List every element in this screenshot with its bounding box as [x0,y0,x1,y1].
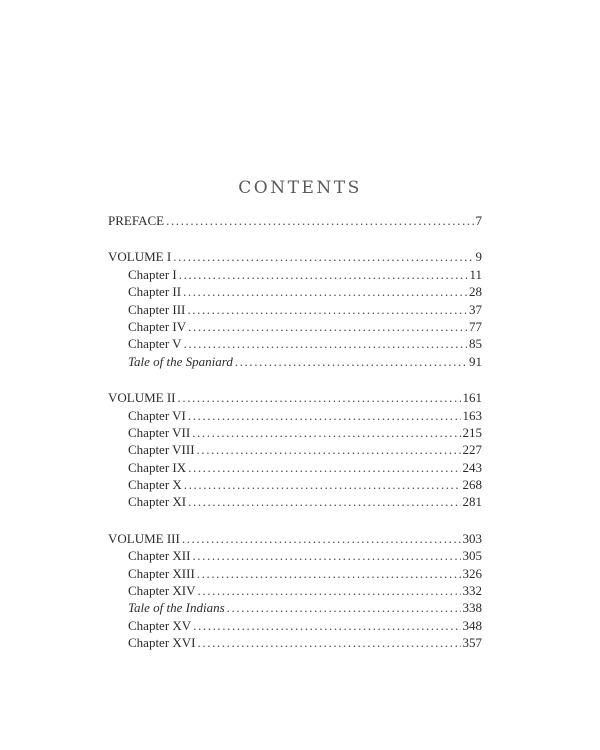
toc-entry[interactable] [108,599,482,616]
dot-leader [173,248,473,265]
toc-entry[interactable] [108,459,482,476]
dot-leader [179,266,468,283]
toc-entry-title: Chapter XI [128,494,187,510]
toc-entry-page-number: 243 [462,459,482,475]
toc-entry-page-number: 305 [462,548,482,564]
toc-entry-page-number: 9 [475,249,482,265]
toc-entry[interactable] [108,441,482,458]
dot-leader [227,599,461,616]
toc-entry[interactable] [108,353,482,370]
dot-leader [193,617,460,634]
dot-leader [235,353,467,370]
toc-entry-title: VOLUME III [108,530,180,546]
toc-entry-title: Chapter X [128,477,182,493]
table-of-contents [108,212,482,671]
toc-entry-title: Chapter IX [128,459,187,475]
toc-section [108,530,482,652]
toc-entry[interactable] [108,301,482,318]
toc-entry-page-number: 91 [469,353,482,369]
toc-entry-title: Tale of the Indians [128,600,225,616]
toc-entry-title: Chapter VII [128,424,191,440]
toc-entry[interactable] [108,493,482,510]
toc-entry-page-number: 338 [462,600,482,616]
toc-section [108,212,482,229]
toc-entry-title: Chapter XIV [128,583,196,599]
toc-entry[interactable] [108,283,482,300]
toc-entry-page-number: 28 [469,284,482,300]
toc-entry-page-number: 11 [469,266,482,282]
page-title: CONTENTS [238,178,362,198]
toc-entry-page-number: 215 [462,424,482,440]
toc-entry-title: Tale of the Spaniard [128,353,233,369]
toc-entry-page-number: 332 [462,583,482,599]
toc-entry-page-number: 77 [469,318,482,334]
dot-leader [184,476,461,493]
toc-entry-page-number: 85 [469,336,482,352]
dot-leader [197,441,461,458]
toc-entry-title: Chapter I [128,266,177,282]
toc-entry-page-number: 37 [469,301,482,317]
toc-entry-title: Chapter XVI [128,635,196,651]
toc-entry-page-number: 348 [462,617,482,633]
toc-entry[interactable] [108,407,482,424]
toc-section [108,248,482,370]
toc-entry-title: Chapter XV [128,617,192,633]
toc-entry[interactable] [108,547,482,564]
toc-entry-page-number: 357 [462,635,482,651]
toc-entry-title: PREFACE [108,213,165,228]
toc-entry-page-number: 163 [462,407,482,423]
toc-entry[interactable] [108,389,482,406]
dot-leader [184,335,467,352]
toc-entry[interactable] [108,617,482,634]
toc-entry-page-number: 7 [475,213,482,228]
toc-entry[interactable] [108,565,482,582]
toc-entry-title: Chapter III [128,301,186,317]
toc-entry[interactable] [108,424,482,441]
dot-leader [192,547,460,564]
toc-entry[interactable] [108,212,482,229]
toc-entry-title: VOLUME I [108,249,172,265]
toc-entry-title: Chapter V [128,336,182,352]
dot-leader [188,407,461,424]
dot-leader [166,212,473,229]
dot-leader [188,459,460,476]
toc-entry-title: Chapter VI [128,407,186,423]
toc-entry-title: Chapter XII [128,548,191,564]
dot-leader [182,530,461,547]
toc-entry[interactable] [108,582,482,599]
toc-entry-page-number: 227 [462,442,482,458]
toc-entry-title: Chapter IV [128,318,187,334]
dot-leader [187,301,467,318]
toc-entry-title: Chapter VIII [128,442,195,458]
toc-entry-page-number: 268 [462,477,482,493]
toc-entry[interactable] [108,530,482,547]
toc-entry[interactable] [108,318,482,335]
toc-entry-page-number: 281 [462,494,482,510]
toc-entry-title: Chapter XIII [128,565,195,581]
toc-entry-page-number: 161 [462,390,482,406]
toc-entry[interactable] [108,266,482,283]
dot-leader [198,634,461,651]
dot-leader [198,582,461,599]
dot-leader [197,565,461,582]
toc-entry[interactable] [108,248,482,265]
toc-section [108,389,482,511]
toc-entry-page-number: 303 [462,530,482,546]
toc-entry-page-number: 326 [462,565,482,581]
toc-entry-title: VOLUME II [108,390,176,406]
dot-leader [188,493,460,510]
toc-entry[interactable] [108,335,482,352]
toc-entry[interactable] [108,634,482,651]
toc-entry-title: Chapter II [128,284,182,300]
dot-leader [183,283,467,300]
dot-leader [188,318,467,335]
dot-leader [178,389,461,406]
toc-entry[interactable] [108,476,482,493]
dot-leader [192,424,460,441]
